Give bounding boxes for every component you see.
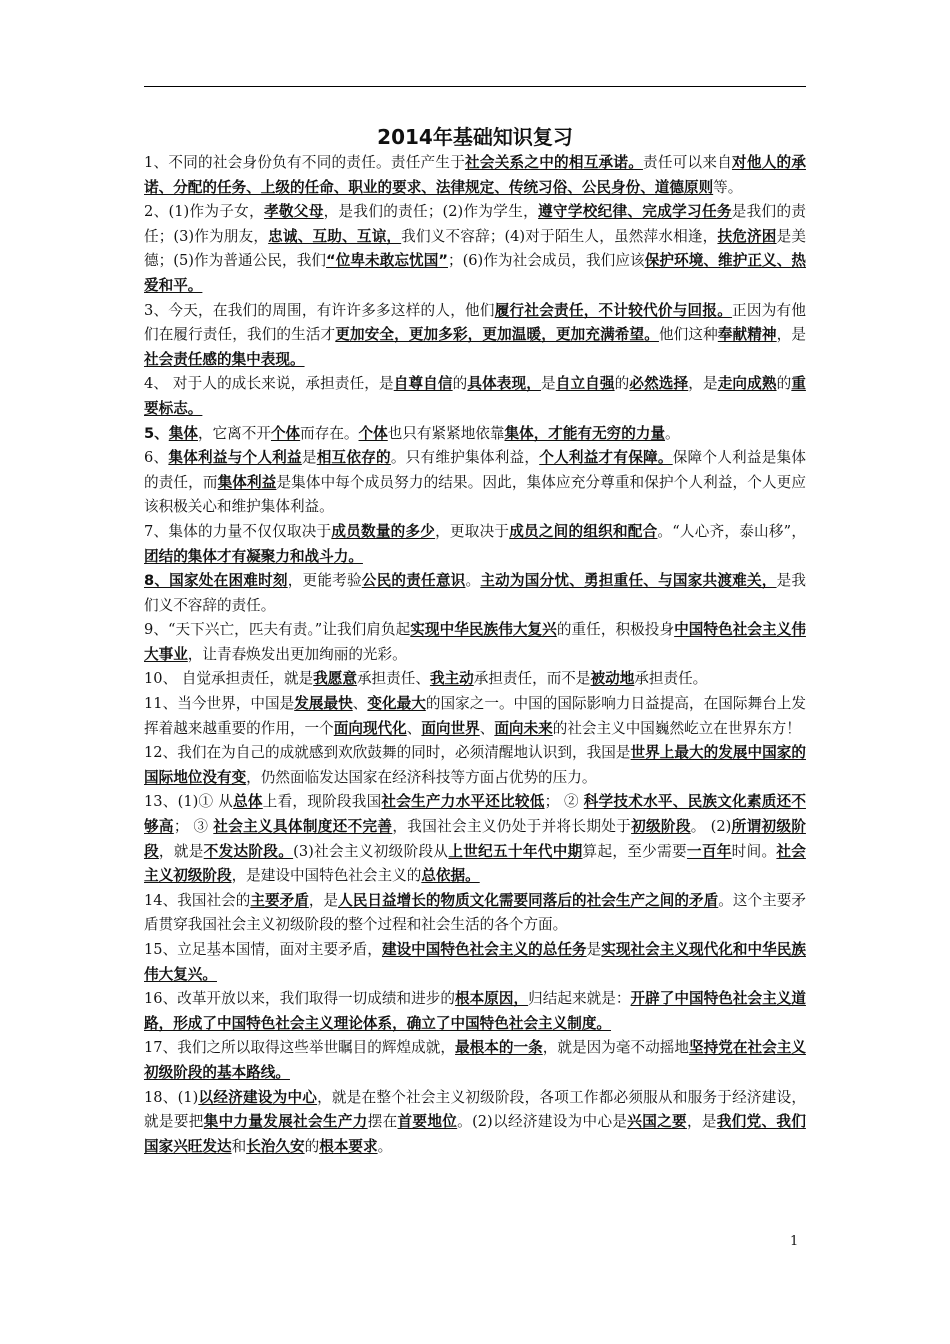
key-term: 自立自强: [555, 375, 615, 393]
key-term: 一百年: [686, 842, 732, 860]
body-text: ；(6)作为社会成员，我们应该: [447, 252, 645, 270]
key-term: 总依据。: [421, 867, 480, 885]
body-text: 而存在。: [300, 424, 359, 442]
key-term: 8、国家处在困难时刻: [144, 572, 288, 590]
key-term: 团结的集体才有凝聚力和战斗力。: [144, 547, 363, 565]
key-term: 建设中国特色社会主义的总任务: [381, 941, 587, 958]
body-text: ，仍然面临发达国家在经济科技等方面占优势的压力。: [246, 768, 597, 786]
key-term: 成员之间的组织和配合: [509, 522, 658, 540]
key-term: “位卑未敢忘忧国”: [326, 252, 448, 270]
body-text: 10、 自觉承担责任，就是: [144, 670, 314, 688]
body-text: 是: [586, 941, 602, 958]
key-term: 保护环境、维护正义、热爱和平。: [144, 252, 806, 294]
key-term: 集中力量发展社会生产力: [203, 1113, 368, 1131]
body-text: 是我们的责任；(3)作为朋友，: [144, 203, 806, 245]
body-text: 15、立足基本国情，面对主要矛盾，: [144, 941, 382, 958]
body-text: 和: [231, 1137, 247, 1155]
key-term: 个人利益才有保障。: [539, 449, 673, 467]
key-term: 重要标志。: [144, 375, 806, 417]
key-term: 实现社会主义现代化和中华民族伟大复兴。: [144, 941, 806, 983]
body-text: ，是: [776, 326, 806, 344]
key-term: 我愿意: [313, 670, 357, 688]
key-term: 社会主义初级阶段: [144, 842, 806, 885]
paragraph-7: [144, 520, 806, 569]
body-text: ，就是在整个社会主义初级阶段，各项工作都必须服从和服务于经济建设，就是要把: [144, 1088, 806, 1131]
body-text: ，是: [308, 891, 339, 909]
paragraph-14: [144, 889, 806, 938]
body-text: 7、集体的力量不仅仅取决于: [144, 522, 332, 540]
key-term: 公民的责任意识: [361, 572, 466, 590]
body-text: ，是: [688, 375, 718, 393]
body-text: 承担责任。: [634, 670, 708, 688]
body-text: 、: [479, 719, 495, 737]
body-text: 12、我们在为自己的成就感到欢欣鼓舞的同时，必须清醒地认识到，我国是: [144, 744, 631, 762]
key-term: 实现中华民族伟大复兴: [410, 621, 557, 639]
body-text: ，是我们的责任；(2)作为学生，: [323, 203, 539, 221]
body-text: 是: [301, 449, 317, 467]
key-term: 主要矛盾: [250, 891, 309, 909]
paragraph-8: [144, 569, 806, 618]
body-text: 。: [377, 1137, 393, 1155]
body-text: 。: [465, 572, 481, 590]
key-term: 面向世界: [421, 719, 480, 737]
key-term: 被动地: [590, 670, 635, 688]
key-term: 社会责任感的集中表现。: [144, 350, 305, 368]
body-text: 是我们义不容辞的责任。: [144, 572, 806, 614]
body-text: 摆在: [367, 1113, 398, 1131]
body-text: 6、: [144, 449, 169, 467]
paragraph-12: [144, 741, 806, 790]
body-text: 13、(1)① 从: [144, 793, 234, 811]
key-term: 根本原因，: [455, 990, 529, 1008]
paragraph-9: [144, 618, 806, 667]
body-text: ，就是因为毫不动摇地: [542, 1039, 690, 1057]
key-term: 总体: [233, 793, 263, 811]
page-number: 1: [790, 1234, 799, 1249]
key-term: 长治久安: [246, 1137, 305, 1155]
body-text: 归结起来就是：: [528, 990, 631, 1008]
body-text: ，更取决于: [435, 522, 510, 540]
body-text: ，让青春焕发出更加绚丽的光彩。: [187, 645, 407, 663]
body-text: 等。: [713, 178, 743, 196]
key-term: 相互依存的: [316, 449, 391, 467]
key-term: 遵守学校纪律、完成学习任务: [538, 203, 732, 221]
body-text: 的国家之一。中国的国际影响力日益提高，在国际舞台上发挥着越来越重要的作用，一个: [144, 695, 806, 737]
body-text: 是集体中每个成员努力的结果。因此，集体应充分尊重和保护个人利益，个人更应该积极关心和维护集体利益。: [144, 473, 806, 516]
bold-text: 5、: [144, 424, 169, 442]
body-text: 承担责任，而不是: [473, 670, 591, 688]
paragraph-18: [144, 1086, 806, 1160]
body-text: 的: [452, 375, 468, 393]
key-term: 孝敬父母: [264, 203, 324, 221]
body-text: 责任可以来自: [643, 154, 733, 171]
body-text: ，就是: [158, 842, 204, 860]
page-title: 2014年基础知识复习: [377, 125, 573, 149]
key-term: 更加安全，更加多彩，更加温暖，更加充满希望。: [335, 326, 659, 344]
key-term: 开辟了中国特色社会主义道路，形成了中国特色社会主义理论体系，确立了中国特色社会主义制度。: [144, 990, 806, 1032]
body-text: 。: [665, 424, 680, 442]
body-text: 9、“天下兴亡，匹夫有责。”让我们肩负起: [144, 621, 411, 639]
body-text: 。“人心齐，泰山移”，: [657, 522, 806, 540]
body-text: 4、 对于人的成长来说，承担责任，是: [144, 375, 394, 393]
key-term: 上世纪五十年代中期: [448, 842, 583, 860]
key-term: 面向未来: [494, 719, 553, 737]
body-text: ，更能考验: [287, 572, 362, 590]
body-text: 14、我国社会的: [144, 891, 251, 909]
key-term: 具体表现，: [467, 375, 541, 393]
key-term: 走向成熟: [717, 375, 777, 393]
paragraph-2: [144, 200, 806, 298]
key-term: 以经济建设为中心: [198, 1088, 318, 1106]
key-term: 个体: [270, 424, 301, 442]
body-text: 18、(1): [144, 1088, 199, 1106]
key-term: 世界上最大的发展中国家的国际地位没有变: [144, 744, 806, 786]
paragraph-13: [144, 790, 806, 888]
key-term: 最根本的一条: [455, 1039, 543, 1057]
key-term: 人民日益增长的物质文化需要同落后的社会生产之间的矛盾: [338, 891, 719, 909]
key-term: 根本要求: [319, 1137, 378, 1155]
body-text: 保障个人利益是集体的责任，而: [144, 449, 806, 491]
body-text: 16、改革开放以来，我们取得一切成绩和进步的: [144, 990, 456, 1008]
body-text: 、: [406, 719, 422, 737]
body-text: 也只有紧紧地依靠: [387, 424, 505, 442]
key-term: 不发达阶段。: [203, 842, 294, 860]
body-text: 。只有维护集体利益，: [390, 449, 540, 467]
paragraph-4: [144, 372, 806, 421]
paragraph-10: [144, 667, 806, 692]
key-term: 主动为国分忧、勇担重任、与国家共渡难关，: [480, 572, 777, 590]
body-text: 上看，现阶段我国: [262, 793, 382, 811]
body-text: ，它离不开: [197, 424, 271, 442]
body-text: 承担责任、: [356, 670, 430, 688]
body-text: 我们义不容辞；(4)对于陌生人，虽然萍水相逢，: [401, 227, 718, 245]
key-term: 首要地位: [397, 1113, 458, 1131]
body-text: ，是: [686, 1113, 717, 1131]
paragraph-15: [144, 938, 806, 987]
key-term: 奉献精神: [717, 326, 777, 344]
body-text: ，我国社会主义仍处于并将长期处于: [392, 818, 632, 836]
key-term: 我们党、我们国家兴旺发达: [144, 1113, 806, 1155]
document-body: [144, 151, 806, 1159]
body-text: 他们这种: [658, 326, 718, 344]
paragraph-1: [144, 151, 806, 200]
body-text: 3、今天，在我们的周围，有许许多多这样的人，他们: [144, 301, 495, 319]
body-text: 1、不同的社会身份负有不同的责任。责任产生于: [144, 154, 466, 171]
key-term: 我主动: [429, 670, 474, 688]
paragraph-3: [144, 299, 806, 373]
key-term: 履行社会责任，不计较代价与回报。: [494, 301, 733, 319]
body-text: 是: [540, 375, 556, 393]
body-text: 。 (2): [690, 818, 732, 836]
key-term: 自尊自信: [393, 375, 453, 393]
key-term: 忠诚、互助、互谅，: [268, 227, 402, 245]
key-term: 成员数量的多少: [331, 522, 436, 540]
key-term: 集体利益: [217, 473, 277, 491]
paragraph-11: [144, 692, 806, 741]
key-term: 必然选择: [629, 375, 689, 393]
paragraph-17: [144, 1036, 806, 1085]
body-text: 。(2)以经济建设为中心是: [457, 1113, 628, 1131]
key-term: 初级阶段: [631, 818, 691, 836]
body-text: 17、我们之所以取得这些举世瞩目的辉煌成就，: [144, 1039, 456, 1057]
key-term: 科学技术水平、民族文化素质还不够高: [144, 793, 806, 836]
paragraph-16: [144, 987, 806, 1036]
body-text: 的: [304, 1137, 320, 1155]
paragraph-6: [144, 446, 806, 520]
body-text: 11、当今世界，中国是: [144, 695, 295, 713]
body-text: 的: [776, 375, 792, 393]
body-text: (3)社会主义初级阶段从: [293, 842, 449, 860]
body-text: 的社会主义中国巍然屹立在世界东方！: [552, 719, 801, 737]
body-text: 2、(1)作为子女，: [144, 203, 264, 221]
body-text: ； ②: [544, 793, 584, 811]
paragraph-5: [144, 422, 806, 447]
body-text: 的重任，积极投身: [556, 621, 675, 639]
body-text: 算起，至少需要: [582, 842, 687, 860]
key-term: 发展最快: [294, 695, 353, 713]
key-term: 社会生产力水平还比较低: [381, 793, 545, 811]
key-term: 对他人的承诺、分配的任务、上级的任命、职业的要求、法律规定、传统习俗、公民身份、道德原则: [144, 154, 806, 196]
body-text: 的: [614, 375, 630, 393]
key-term: 兴国之要: [627, 1113, 687, 1131]
key-term: 扶危济困: [717, 227, 777, 245]
body-text: ； ③: [173, 818, 214, 836]
body-text: 、: [352, 695, 368, 713]
header-rule: [144, 86, 806, 87]
key-term: 变化最大: [367, 695, 426, 713]
body-text: 正因为有他们在履行责任，我们的生活才: [144, 301, 806, 344]
key-term: 社会主义具体制度还不完善: [213, 818, 393, 836]
key-term: 面向现代化: [333, 719, 407, 737]
key-term: 中国特色社会主义伟大事业: [144, 621, 806, 663]
body-text: 是美德；(5)作为普通公民，我们: [144, 227, 806, 270]
key-term: 个体: [358, 424, 388, 442]
key-term: 社会关系之中的相互承诺。: [465, 154, 644, 171]
body-text: ，是建设中国特色社会主义的: [231, 867, 422, 885]
key-term: 集体: [168, 424, 198, 442]
key-term: 坚持党在社会主义初级阶段的基本路线。: [144, 1039, 806, 1081]
key-term: 集体利益与个人利益: [168, 449, 302, 467]
body-text: 时间。: [731, 842, 777, 860]
body-text: 。这个主要矛盾贯穿我国社会主义初级阶段的整个过程和社会生活的各个方面。: [144, 891, 806, 934]
key-term: 集体，才能有无穷的力量: [504, 424, 666, 442]
key-term: 所谓初级阶段: [144, 818, 806, 860]
